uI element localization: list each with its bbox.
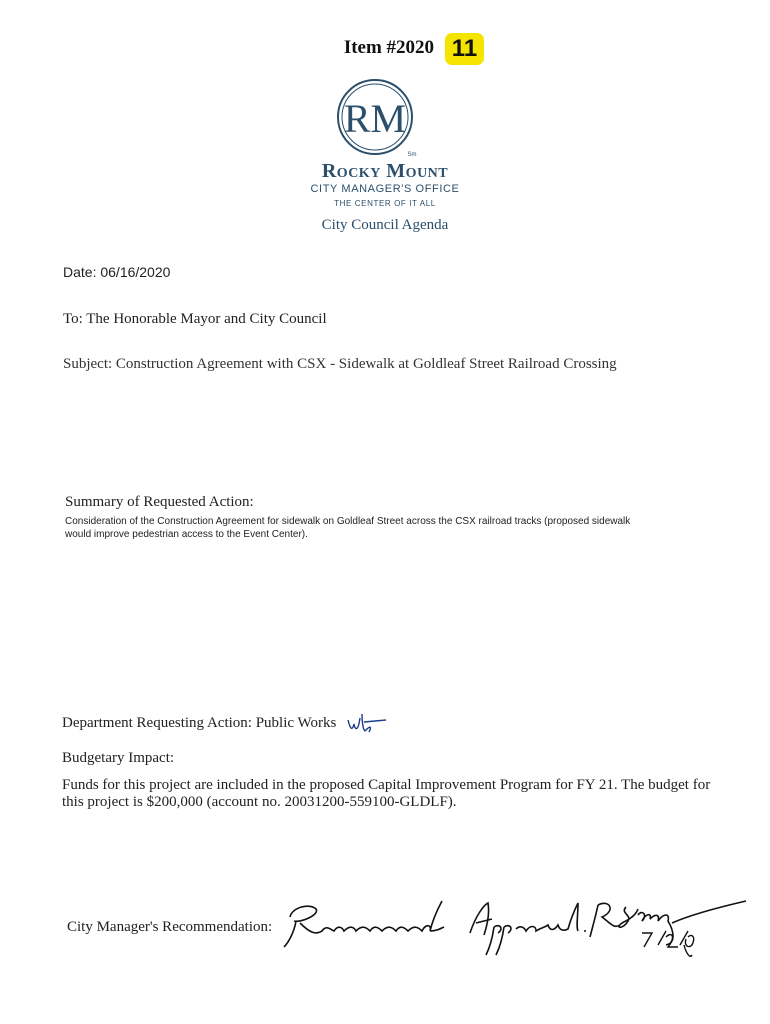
- summary-text-line: Consideration of the Construction Agreement for sidewalk on Goldleaf Street across the CSX railroad tracks (proposed sidewalk: [65, 516, 631, 527]
- summary-heading: Summary of Requested Action:: [65, 494, 254, 510]
- recommendation-label: City Manager's Recommendation:: [67, 919, 273, 935]
- budget-text: [62, 777, 722, 811]
- city-logo: [330, 76, 420, 166]
- summary-text-line: would improve pedestrian access to the Event Center).: [65, 529, 308, 540]
- item-number-badge: 11: [445, 33, 484, 65]
- handwritten-initials: [342, 708, 392, 743]
- summary-text: [65, 515, 705, 541]
- org-name: Rocky Mount: [321, 160, 449, 182]
- logo-monogram: RM: [343, 96, 407, 141]
- budget-text-line: this project is $200,000 (account no. 20031200-559100-GLDLF).: [62, 794, 457, 810]
- document-type: City Council Agenda: [321, 217, 449, 233]
- department-line: Department Requesting Action: Public Works: [62, 715, 337, 731]
- logo-small-mark: Sm: [407, 152, 417, 158]
- memo-date: Date: 06/16/2020: [63, 264, 171, 280]
- office-name: CITY MANAGER'S OFFICE: [310, 183, 460, 195]
- item-label: Item #2020: [343, 37, 435, 58]
- budget-text-line: Funds for this project are included in the proposed Capital Improvement Program for FY 21. The budget for: [62, 777, 711, 793]
- memo-subject: Subject: Construction Agreement with CSX - Sidewalk at Goldleaf Street Railroad Crossing: [63, 356, 617, 372]
- budget-heading: Budgetary Impact:: [62, 750, 175, 766]
- item-header: [0, 33, 770, 65]
- handwritten-recommendation-signature: [280, 885, 750, 980]
- tagline: THE CENTER OF IT ALL: [334, 199, 436, 208]
- memo-to: To: The Honorable Mayor and City Council: [63, 311, 327, 327]
